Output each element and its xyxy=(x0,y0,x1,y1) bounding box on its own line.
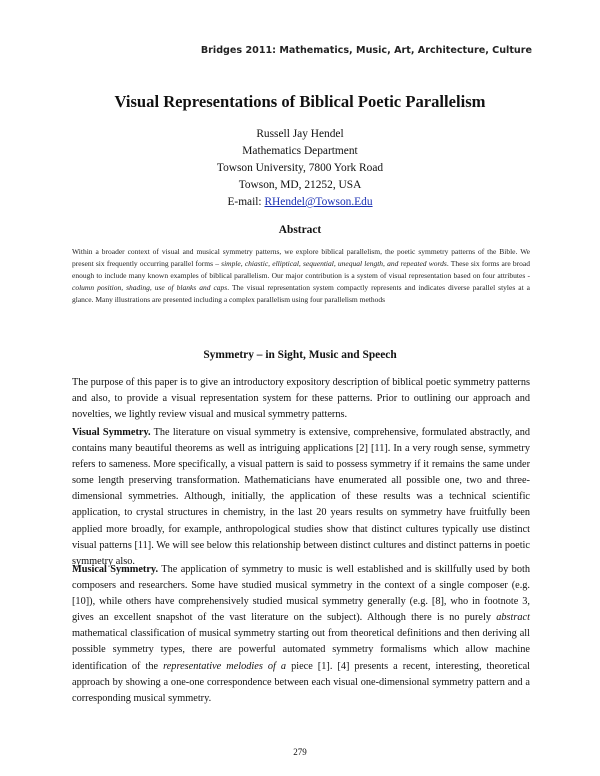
visual-symmetry-lead: Visual Symmetry. xyxy=(72,427,151,438)
email-label: E-mail: xyxy=(227,196,265,208)
musical-symmetry-lead: Musical Symmetry. xyxy=(72,564,159,575)
author-location: Towson, MD, 21252, USA xyxy=(238,179,362,191)
musical-symmetry-text-b: mathematical classification of musical symmetry starting out from theoretical definitions and then deriving all possible symmetry types, there are powerful automated symmetry formalisms which allow machine identification of the xyxy=(72,628,530,672)
author-name: Russell Jay Hendel xyxy=(256,128,344,140)
section-heading: Symmetry – in Sight, Music and Speech xyxy=(203,349,397,361)
running-head: Bridges 2011: Mathematics, Music, Art, Architecture, Culture xyxy=(200,45,532,56)
page-number: 279 xyxy=(293,747,307,757)
email-link[interactable]: RHendel@Towson.Edu xyxy=(264,196,373,208)
author-block xyxy=(0,126,600,211)
abstract-part-3: . The visual representation system compactly represents and indicates diverse parallel styles at a glance. Many illustrations are presented including a complex parallelism using four parallelism methods xyxy=(72,283,530,304)
paragraph-intro: The purpose of this paper is to give an introductory expository description of biblical poetic symmetry patterns and also, to provide a visual representation system for these patterns. Prior to outlining our approach and novelties, we lightly review visual and musical symmetry patterns. xyxy=(72,377,530,421)
author-institution: Towson University, 7800 York Road xyxy=(216,162,384,174)
musical-symmetry-em-melodies: representative melodies of a xyxy=(163,660,287,672)
abstract-part-1: Within a broader context of visual and musical symmetry patterns, we explore biblical parallelism, the poetic symmetry patterns of the Bible. We present six frequently occurring parallel forms – xyxy=(72,247,530,268)
paragraph-musical-symmetry xyxy=(72,562,530,707)
abstract-text xyxy=(72,246,530,306)
abstract-part-2: . These six forms are broad enough to include many known examples of biblical parallelism. Our major contribution is a system of visual representation based on four attributes - xyxy=(72,259,530,280)
musical-symmetry-text-c: piece [1]. [4] presents a recent, interesting, theoretical approach by showing a one-one correspondence between each visual one-dimensional symmetry pattern and a corresponding musical symmetry. xyxy=(72,660,531,704)
author-email-line xyxy=(0,194,600,211)
author-department: Mathematics Department xyxy=(242,145,358,157)
musical-symmetry-text-a: The application of symmetry to music is well established and is skillfully used by both composers and researchers. Some have studied musical symmetry in the context of a single composer (e.g. [10]), while others have comprehensively studied musical symmetry generally (e.g. [8], who in footnote 3, gives an excellent snapshot of the vast literature on the subject). Although there is no purely xyxy=(72,564,530,624)
paper-title: Visual Representations of Biblical Poetic Parallelism xyxy=(114,92,486,111)
paragraph-visual-symmetry xyxy=(72,425,530,570)
abstract-heading: Abstract xyxy=(278,224,322,236)
abstract-attributes: column position, shading, use of blanks and caps xyxy=(72,283,228,292)
musical-symmetry-em-abstract: abstract xyxy=(496,612,530,624)
abstract-forms: simple, chiastic, elliptical, sequential, unequal length, and repeated words xyxy=(221,259,447,268)
visual-symmetry-text: The literature on visual symmetry is extensive, comprehensive, formulated abstractly, and contains many beautiful theorems as well as intriguing applications [2] [11]. In a very rough sense, symmetry refers to sameness. More specifically, a visual pattern is said to possess symmetry if it remains the same under some length preserving transformation. Mathematicians have enumerated all possible one, two and three-dimensional symmetries. Although, initially, the application of these results was a technical scientific application, to crystal structures in chemistry, in the last 20 years results on symmetry have fruitfully been applied more broadly, for example, anthropological studies show that distinct cultures typically use distinct visual patterns [11]. We will see below this relationship between distinct cultures and distinct patterns in poetic symmetry also. xyxy=(72,427,530,567)
